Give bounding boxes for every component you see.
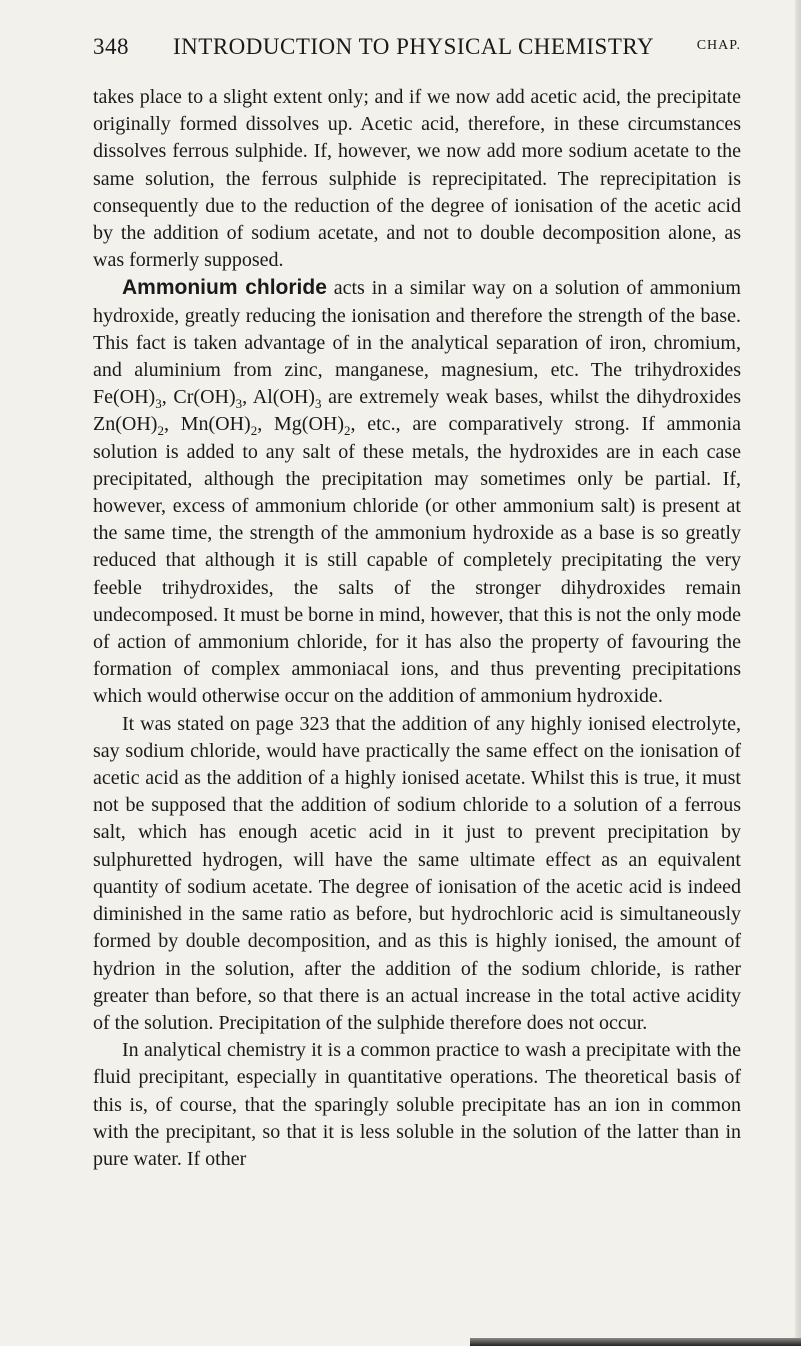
formula-mg-oh2: $Mg(OH)_2$ [274,413,351,439]
running-head-title: INTRODUCTION TO PHYSICAL CHEMISTRY [173,34,655,59]
text-run: , etc., are comparatively strong. If ammonia solution is added to any salt of these metals, the hydroxides are in each case precipitated, although the precipitation may sometimes only be partial. If, however, excess of ammonium chloride (or other ammonium salt) is present at the same time, the strength of the ammonium hydroxide as a base is so greatly reduced that although it is still capable of completely precipitating the very feeble trihydroxides, the salts of the stronger dihydroxides remain undecomposed. It must be borne in mind, however, that this is not the only mode of action of ammonium chloride, for it has also the property of favouring the formation of complex ammoniacal ions, and thus preventing precipitations which would otherwise occur on the addition of ammonium hydroxide. [93,413,742,708]
paragraph-3: It was stated on page 323 that the addition of any highly ionised electrolyte, say sodium chloride, would have practically the same effect on the ionisation of acetic acid as the addition of a highly ionised acetate. Whilst this is true, it must not be supposed that the addition of sodium chloride to a solution of a ferrous salt, which has enough acetic acid in it just to prevent precipitation by sulphuretted hydrogen, will have the same ultimate effect as an equivalent quantity of sodium acetate. The degree of ionisation of the acetic acid is indeed diminished in the same ratio as before, but hydrochloric acid is simultaneously formed by double decomposition, and as this is highly ionised, the amount of hydrion in the solution, after the addition of the sodium chloride, is rather greater than before, so that there is an actual increase in the total active acidity of the solution. Precipitation of the sulphide therefore does not occur. [93,712,741,1034]
page-number: 348 [93,34,129,59]
paragraph-lead-ammonium-chloride: Ammonium chloride [122,276,327,300]
body-text [93,84,741,1173]
paragraph-4: In analytical chemistry it is a common practice to wash a precipitate with the fluid precipitant, especially in quantitative operations. The theoretical basis of this is, of course, that the sparingly soluble precipitate has an ion in common with the precipitant, so that it is less soluble in the solution of the latter than in pure water. If other [93,1039,741,1170]
formula-zn-oh2: $Zn(OH)_2$ [93,413,164,439]
paragraph-2: Ammonium chloride acts in a similar way on a solution of ammonium hydroxide, greatly reducing the ionisation and therefore the strength of the base. This fact is taken advantage of in the analytical separation of iron, chromium, and aluminium from zinc, manganese, magnesium, etc. The trihydroxides $Fe(OH)_3$, $Cr(OH)_3$, $Al(OH)_3$ are extremely weak bases, whilst the dihydroxides $Zn(OH)_2$, $Mn(OH)_2$, $Mg(OH)_2$, etc., are comparatively strong. If ammonia solution is added to any salt of these metals, the hydroxides are in each case precipitated, although the precipitation may sometimes only be partial. If, however, excess of ammonium chloride (or other ammonium salt) is present at the same time, the strength of the ammonium hydroxide as a base is so greatly reduced that although it is still capable of completely precipitating the very feeble trihydroxides, the salts of the stronger dihydroxides remain undecomposed. It must be borne in mind, however, that this is not the only mode of action of ammonium chloride, for it has also the property of favouring the formation of complex ammoniacal ions, and thus preventing precipitations which would otherwise occur on the addition of ammonium hydroxide. [93,276,742,708]
formula-mn-oh2: $Mn(OH)_2$ [180,413,258,439]
formula-fe-oh3: $Fe(OH)_3$ [93,386,162,412]
text-run: acts in a similar way on a solution of ammonium hydroxide, greatly reducing the ionisation and therefore the strength of the base. This fact is taken advantage of in the analytical separation of iron, chromium, and aluminium from zinc, manganese, magnesium, etc. The trihydroxides [93,277,741,382]
page-bottom-edge [470,1338,801,1346]
text-run: are extremely weak bases, whilst the dihydroxides [321,386,742,409]
page-edge-shadow [795,0,801,1346]
formula-al-oh3: $Al(OH)_3$ [252,386,322,412]
formula-cr-oh3: $Cr(OH)_3$ [173,386,243,412]
running-header [93,26,741,66]
paragraph-1: takes place to a slight extent only; and if we now add acetic acid, the precipitate originally formed dissolves up. Acetic acid, therefore, in these circumstances dissolves ferrous sulphide. If, however, we now add more sodium acetate to the same solution, the ferrous sulphide is reprecipitated. The reprecipitation is consequently due to the reduction of the degree of ionisation of the acetic acid by the addition of sodium acetate, and not to double decomposition alone, as was formerly supposed. [93,86,741,272]
chapter-label: CHAP. [696,38,741,53]
